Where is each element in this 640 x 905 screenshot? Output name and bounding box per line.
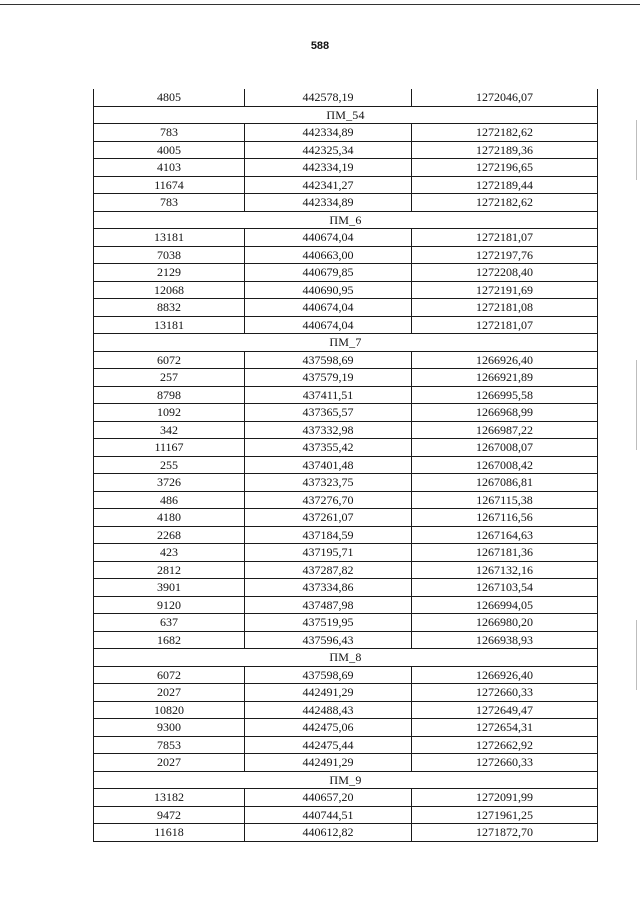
x-coordinate-cell: 440674,04	[245, 229, 412, 247]
x-coordinate-cell: 437487,98	[245, 596, 412, 614]
point-number-cell: 7853	[94, 736, 245, 754]
table-row	[94, 701, 598, 719]
page-number: 588	[310, 40, 330, 52]
y-coordinate-cell: 1266995,58	[412, 386, 598, 404]
x-coordinate-cell: 437598,69	[245, 666, 412, 684]
x-coordinate-cell: 442325,34	[245, 141, 412, 159]
y-coordinate-cell: 1272091,99	[412, 789, 598, 807]
x-coordinate-cell: 440674,04	[245, 316, 412, 334]
x-coordinate-cell: 442578,19	[245, 89, 412, 106]
y-coordinate-cell: 1272046,07	[412, 89, 598, 106]
table-row	[94, 386, 598, 404]
x-coordinate-cell: 437598,69	[245, 351, 412, 369]
point-number-cell: 423	[94, 544, 245, 562]
table-row	[94, 509, 598, 527]
y-coordinate-cell: 1267115,38	[412, 491, 598, 509]
x-coordinate-cell: 440612,82	[245, 824, 412, 842]
x-coordinate-cell: 437323,75	[245, 474, 412, 492]
x-coordinate-cell: 437334,86	[245, 579, 412, 597]
x-coordinate-cell: 437411,51	[245, 386, 412, 404]
section-label: ПМ_54	[94, 106, 598, 124]
point-number-cell: 3726	[94, 474, 245, 492]
y-coordinate-cell: 1272189,36	[412, 141, 598, 159]
point-number-cell: 2812	[94, 561, 245, 579]
point-number-cell: 342	[94, 421, 245, 439]
x-coordinate-cell: 440663,00	[245, 246, 412, 264]
point-number-cell: 9120	[94, 596, 245, 614]
x-coordinate-cell: 442488,43	[245, 701, 412, 719]
table-row	[94, 264, 598, 282]
x-coordinate-cell: 437261,07	[245, 509, 412, 527]
y-coordinate-cell: 1267086,81	[412, 474, 598, 492]
point-number-cell: 9472	[94, 806, 245, 824]
x-coordinate-cell: 442334,19	[245, 159, 412, 177]
x-coordinate-cell: 442475,44	[245, 736, 412, 754]
y-coordinate-cell: 1266987,22	[412, 421, 598, 439]
point-number-cell: 2027	[94, 684, 245, 702]
x-coordinate-cell: 437332,98	[245, 421, 412, 439]
y-coordinate-cell: 1272197,76	[412, 246, 598, 264]
table-row	[94, 631, 598, 649]
x-coordinate-cell: 437401,48	[245, 456, 412, 474]
section-label: ПМ_6	[94, 211, 598, 229]
y-coordinate-cell: 1267181,36	[412, 544, 598, 562]
table-row	[94, 141, 598, 159]
table-row	[94, 299, 598, 317]
section-label: ПМ_9	[94, 771, 598, 789]
x-coordinate-cell: 442475,06	[245, 719, 412, 737]
point-number-cell: 11674	[94, 176, 245, 194]
table-row	[94, 456, 598, 474]
section-row	[94, 649, 598, 667]
table-row	[94, 369, 598, 387]
y-coordinate-cell: 1272654,31	[412, 719, 598, 737]
y-coordinate-cell: 1266968,99	[412, 404, 598, 422]
point-number-cell: 2129	[94, 264, 245, 282]
y-coordinate-cell: 1272189,44	[412, 176, 598, 194]
y-coordinate-cell: 1267008,07	[412, 439, 598, 457]
table-row	[94, 596, 598, 614]
y-coordinate-cell: 1272196,65	[412, 159, 598, 177]
table-row	[94, 124, 598, 142]
y-coordinate-cell: 1266926,40	[412, 666, 598, 684]
x-coordinate-cell: 442334,89	[245, 124, 412, 142]
y-coordinate-cell: 1272208,40	[412, 264, 598, 282]
point-number-cell: 1092	[94, 404, 245, 422]
scan-edge-mark	[636, 620, 637, 690]
y-coordinate-cell: 1267008,42	[412, 456, 598, 474]
point-number-cell: 6072	[94, 666, 245, 684]
table-row	[94, 316, 598, 334]
point-number-cell: 8798	[94, 386, 245, 404]
coordinates-table	[93, 89, 598, 842]
point-number-cell: 8832	[94, 299, 245, 317]
point-number-cell: 9300	[94, 719, 245, 737]
table-row	[94, 754, 598, 772]
point-number-cell: 3901	[94, 579, 245, 597]
y-coordinate-cell: 1271872,70	[412, 824, 598, 842]
x-coordinate-cell: 440674,04	[245, 299, 412, 317]
table-row	[94, 246, 598, 264]
point-number-cell: 10820	[94, 701, 245, 719]
y-coordinate-cell: 1272181,07	[412, 316, 598, 334]
y-coordinate-cell: 1272181,07	[412, 229, 598, 247]
table-row	[94, 561, 598, 579]
section-row	[94, 334, 598, 352]
table-row	[94, 176, 598, 194]
y-coordinate-cell: 1266926,40	[412, 351, 598, 369]
table-row	[94, 544, 598, 562]
x-coordinate-cell: 440690,95	[245, 281, 412, 299]
x-coordinate-cell: 437287,82	[245, 561, 412, 579]
y-coordinate-cell: 1272182,62	[412, 194, 598, 212]
page-top-rule	[0, 4, 640, 5]
point-number-cell: 2268	[94, 526, 245, 544]
point-number-cell: 12068	[94, 281, 245, 299]
point-number-cell: 13181	[94, 316, 245, 334]
table-row	[94, 684, 598, 702]
table-row	[94, 229, 598, 247]
y-coordinate-cell: 1272660,33	[412, 754, 598, 772]
section-label: ПМ_8	[94, 649, 598, 667]
point-number-cell: 4180	[94, 509, 245, 527]
x-coordinate-cell: 437195,71	[245, 544, 412, 562]
point-number-cell: 13181	[94, 229, 245, 247]
y-coordinate-cell: 1267164,63	[412, 526, 598, 544]
y-coordinate-cell: 1266921,89	[412, 369, 598, 387]
y-coordinate-cell: 1272182,62	[412, 124, 598, 142]
point-number-cell: 4805	[94, 89, 245, 106]
y-coordinate-cell: 1267132,16	[412, 561, 598, 579]
table-row	[94, 474, 598, 492]
table-row	[94, 404, 598, 422]
section-row	[94, 211, 598, 229]
table-row	[94, 421, 598, 439]
table-row	[94, 579, 598, 597]
x-coordinate-cell: 437365,57	[245, 404, 412, 422]
y-coordinate-cell: 1272191,69	[412, 281, 598, 299]
table-row	[94, 736, 598, 754]
point-number-cell: 783	[94, 194, 245, 212]
point-number-cell: 2027	[94, 754, 245, 772]
section-row	[94, 106, 598, 124]
point-number-cell: 637	[94, 614, 245, 632]
x-coordinate-cell: 437276,70	[245, 491, 412, 509]
scan-edge-mark	[636, 120, 637, 180]
y-coordinate-cell: 1266994,05	[412, 596, 598, 614]
table-row	[94, 666, 598, 684]
point-number-cell: 11618	[94, 824, 245, 842]
y-coordinate-cell: 1272660,33	[412, 684, 598, 702]
point-number-cell: 11167	[94, 439, 245, 457]
x-coordinate-cell: 442491,29	[245, 684, 412, 702]
x-coordinate-cell: 437596,43	[245, 631, 412, 649]
y-coordinate-cell: 1272662,92	[412, 736, 598, 754]
y-coordinate-cell: 1272181,08	[412, 299, 598, 317]
table-row	[94, 491, 598, 509]
y-coordinate-cell: 1272649,47	[412, 701, 598, 719]
x-coordinate-cell: 442341,27	[245, 176, 412, 194]
x-coordinate-cell: 440744,51	[245, 806, 412, 824]
table-row	[94, 824, 598, 842]
y-coordinate-cell: 1267116,56	[412, 509, 598, 527]
table-row	[94, 719, 598, 737]
point-number-cell: 7038	[94, 246, 245, 264]
section-row	[94, 771, 598, 789]
y-coordinate-cell: 1266938,93	[412, 631, 598, 649]
point-number-cell: 257	[94, 369, 245, 387]
y-coordinate-cell: 1267103,54	[412, 579, 598, 597]
table-row	[94, 351, 598, 369]
table-row	[94, 789, 598, 807]
point-number-cell: 486	[94, 491, 245, 509]
x-coordinate-cell: 437184,59	[245, 526, 412, 544]
section-label: ПМ_7	[94, 334, 598, 352]
table-row	[94, 159, 598, 177]
x-coordinate-cell: 442491,29	[245, 754, 412, 772]
table-row	[94, 194, 598, 212]
table-row	[94, 806, 598, 824]
x-coordinate-cell: 442334,89	[245, 194, 412, 212]
table-row	[94, 526, 598, 544]
point-number-cell: 783	[94, 124, 245, 142]
point-number-cell: 1682	[94, 631, 245, 649]
x-coordinate-cell: 437579,19	[245, 369, 412, 387]
table-row	[94, 281, 598, 299]
x-coordinate-cell: 440657,20	[245, 789, 412, 807]
x-coordinate-cell: 437519,95	[245, 614, 412, 632]
point-number-cell: 255	[94, 456, 245, 474]
point-number-cell: 13182	[94, 789, 245, 807]
scan-edge-mark	[636, 360, 637, 450]
x-coordinate-cell: 437355,42	[245, 439, 412, 457]
y-coordinate-cell: 1266980,20	[412, 614, 598, 632]
table-row	[94, 439, 598, 457]
table-row	[94, 89, 598, 106]
coordinates-table-body	[94, 89, 598, 841]
point-number-cell: 4103	[94, 159, 245, 177]
table-row	[94, 614, 598, 632]
point-number-cell: 6072	[94, 351, 245, 369]
y-coordinate-cell: 1271961,25	[412, 806, 598, 824]
x-coordinate-cell: 440679,85	[245, 264, 412, 282]
point-number-cell: 4005	[94, 141, 245, 159]
